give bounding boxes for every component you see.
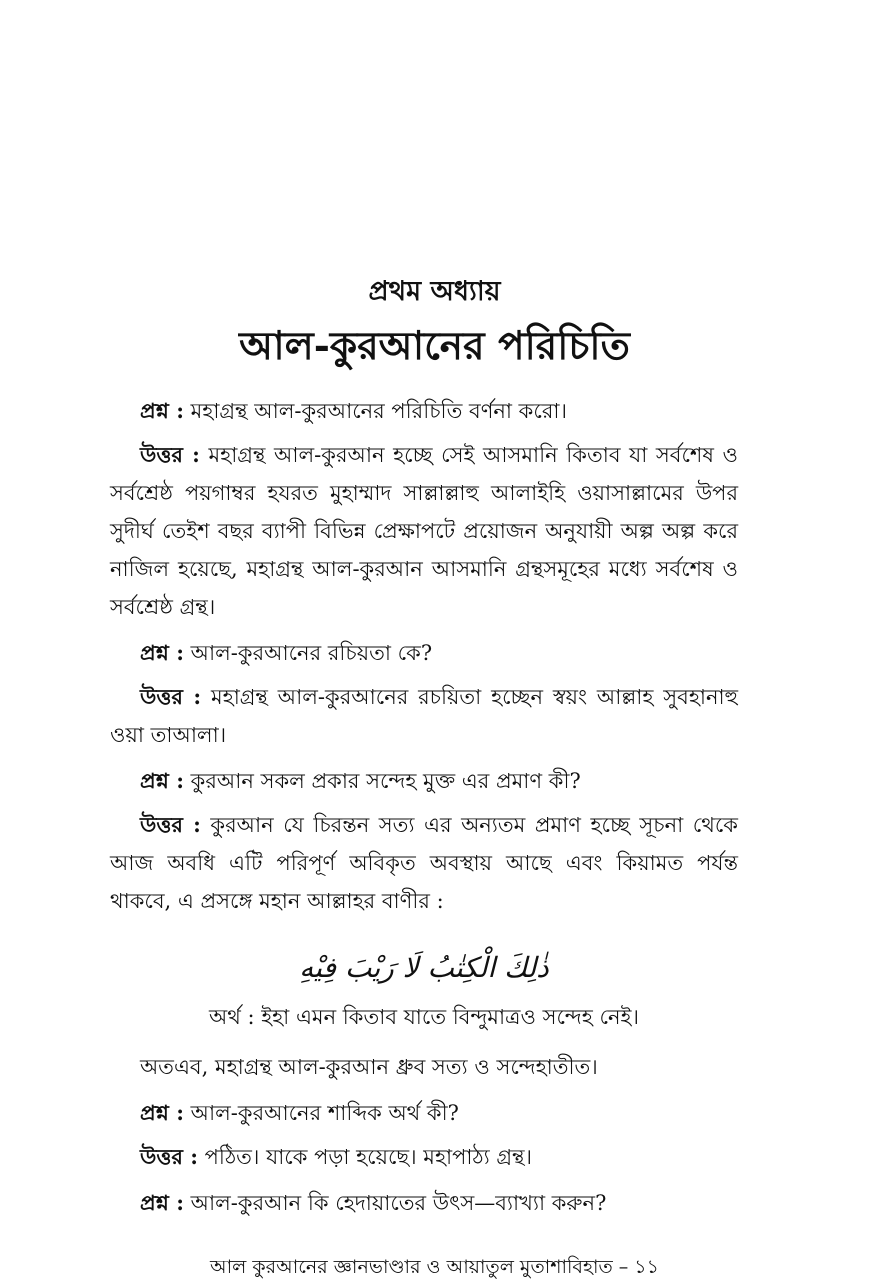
question-paragraph	[110, 1184, 738, 1222]
answer-paragraph	[110, 678, 738, 754]
question-label: প্রশ্ন :	[140, 1190, 184, 1215]
question-text: মহাগ্রন্থ আল-কুরআনের পরিচিতি বর্ণনা করো।	[183, 399, 567, 423]
question-text: আল-কুরআন কি হেদায়াতের উৎস—ব্যাখ্যা করুন?	[183, 1191, 607, 1215]
answer-text: কুরআন যে চিরন্তন সত্য এর অন্যতম প্রমাণ হচ্ছে সূচনা থেকে আজ অবধি এটি পরিপূর্ণ অবিকৃত অবস্থায় আছে এবং কিয়ামত পর্যন্ত থাকবে, এ প্রসঙ্গে মহান আল্লাহর বাণীর :	[110, 813, 738, 913]
answer-text: পঠিত। যাকে পড়া হয়েছে। মহাপাঠ্য গ্রন্থ।	[198, 1145, 533, 1169]
answer-label: উত্তর :	[140, 684, 202, 709]
answer-label: উত্তর :	[140, 1144, 198, 1169]
answer-paragraph	[110, 436, 738, 626]
answer-paragraph	[110, 806, 738, 920]
question-paragraph	[110, 1094, 738, 1132]
question-label: প্রশ্ন :	[140, 768, 184, 793]
question-paragraph	[110, 392, 738, 430]
question-label: প্রশ্ন :	[140, 398, 184, 423]
question-label: প্রশ্ন :	[140, 1100, 184, 1125]
question-label: প্রশ্ন :	[140, 640, 184, 665]
answer-text: মহাগ্রন্থ আল-কুরআন হচ্ছে সেই আসমানি কিতাব যা সর্বশেষ ও সর্বশ্রেষ্ঠ পয়গাম্বর হযরত মুহাম্মাদ সাল্লাল্লাহু আলাইহি ওয়াসাল্লামের উপর সুদীর্ঘ তেইশ বছর ব্যাপী বিভিন্ন প্রেক্ষাপটে প্রয়োজন অনুযায়ী অল্প অল্প করে নাজিল হয়েছে, মহাগ্রন্থ আল-কুরআন আসমানি গ্রন্থসমূহের মধ্যে সর্বশেষ ও সর্বশ্রেষ্ঠ গ্রন্থ।	[110, 443, 738, 619]
question-paragraph	[110, 762, 738, 800]
verse-meaning: অর্থ : ইহা এমন কিতাব যাতে বিন্দুমাত্রও সন্দেহ নেই।	[209, 1005, 639, 1029]
question-text: কুরআন সকল প্রকার সন্দেহ মুক্ত এর প্রমাণ কী?	[183, 769, 581, 793]
page-body	[110, 392, 738, 1228]
question-text: আল-কুরআনের রচিয়তা কে?	[183, 641, 433, 665]
answer-label: উত্তর :	[140, 442, 200, 467]
page-footer: আল কুরআনের জ্ঞানভাণ্ডার ও আয়াতুল মুতাশাবিহাত – ১১	[210, 1256, 659, 1278]
question-paragraph	[110, 634, 738, 672]
chapter-label: প্রথম অধ্যায়	[368, 276, 501, 307]
question-text: আল-কুরআনের শাব্দিক অর্থ কী?	[183, 1101, 459, 1125]
arabic-verse: ذٰلِكَ الْكِتٰبُ لَا رَيْبَ فِيْهِ	[299, 951, 549, 984]
answer-text: মহাগ্রন্থ আল-কুরআনের রচয়িতা হচ্ছেন স্বয়ং আল্লাহ সুবহানাহু ওয়া তাআলা।	[110, 685, 738, 747]
chapter-title: আল-কুরআনের পরিচিতি	[239, 323, 630, 369]
conclusion-paragraph: অতএব, মহাগ্রন্থ আল-কুরআন ধ্রুব সত্য ও সন্দেহাতীত।	[140, 1055, 598, 1079]
answer-label: উত্তর :	[140, 812, 201, 837]
answer-paragraph	[110, 1138, 738, 1176]
